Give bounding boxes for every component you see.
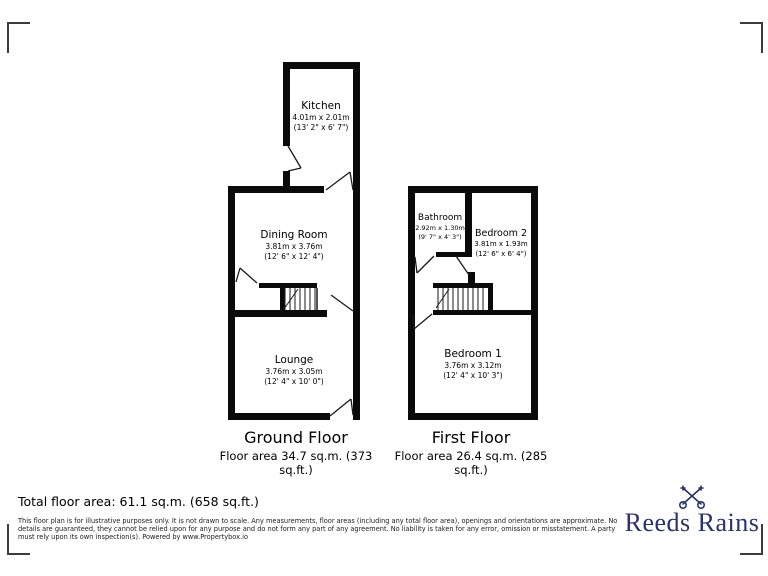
bathroom-metric: 2.92m x 1.30m	[415, 224, 465, 232]
total-floor-area: Total floor area: 61.1 sq.m. (658 sq.ft.)	[18, 494, 259, 509]
first-floor-area: Floor area 26.4 sq.m. (285 sq.ft.)	[394, 449, 548, 477]
bedroom-1-imperial: (12' 4" x 10' 3")	[443, 371, 503, 380]
ground-floor-area: Floor area 34.7 sq.m. (373 sq.ft.)	[219, 449, 373, 477]
ground-floor-caption	[209, 428, 384, 477]
room-label-kitchen	[292, 100, 349, 133]
first-floor-stairs	[436, 288, 483, 310]
crossed-keys-icon	[674, 485, 710, 510]
dining-room-imperial: (12' 6" x 12' 4")	[264, 252, 324, 261]
bedroom-2-name: Bedroom 2	[474, 228, 528, 239]
bedroom-2-metric: 3.81m x 1.93m	[474, 240, 528, 248]
bedroom-1-name: Bedroom 1	[444, 348, 502, 360]
dining-room-metric: 3.81m x 3.76m	[265, 242, 323, 251]
room-label-lounge	[264, 354, 323, 387]
room-label-dining-room	[260, 229, 327, 262]
brand-name: Reeds Rains	[624, 508, 760, 537]
bathroom-imperial: (9' 7" x 4' 3")	[418, 233, 462, 241]
first-floor-title: First Floor	[431, 428, 511, 447]
ground-floor-title: Ground Floor	[244, 428, 348, 447]
bedroom-1-metric: 3.76m x 3.12m	[444, 361, 502, 370]
first-floor-caption	[384, 428, 559, 477]
first-floor-doors	[413, 256, 469, 329]
lounge-metric: 3.76m x 3.05m	[265, 367, 323, 376]
dining-room-name: Dining Room	[260, 229, 328, 241]
bedroom-2-imperial: (12' 6" x 6' 4")	[475, 249, 527, 258]
lounge-imperial: (12' 4" x 10' 0")	[264, 377, 324, 386]
kitchen-metric: 4.01m x 2.01m	[292, 113, 350, 122]
brand-logo	[622, 485, 762, 536]
disclaimer-text: This floor plan is for illustrative purposes only. It is not drawn to scale. Any measurements, floor areas (including any total floor area), openings and orientations are approximate. No details are guaranteed, they cannot be relied upon for any purpose and do not form any part of any agreement. No liability is taken for any error, omission or misstatement. A party must rely upon its own inspection(s). Powered by www.Propertybox.io	[18, 517, 618, 541]
lounge-name: Lounge	[274, 354, 314, 366]
room-label-bedroom-2	[474, 228, 527, 259]
kitchen-name: Kitchen	[301, 100, 341, 112]
bathroom-name: Bathroom	[417, 213, 463, 223]
ground-floor-stairs	[284, 288, 317, 310]
room-label-bedroom-1	[443, 348, 502, 381]
room-label-bathroom	[415, 213, 465, 242]
kitchen-imperial: (13' 2" x 6' 7")	[293, 123, 349, 132]
